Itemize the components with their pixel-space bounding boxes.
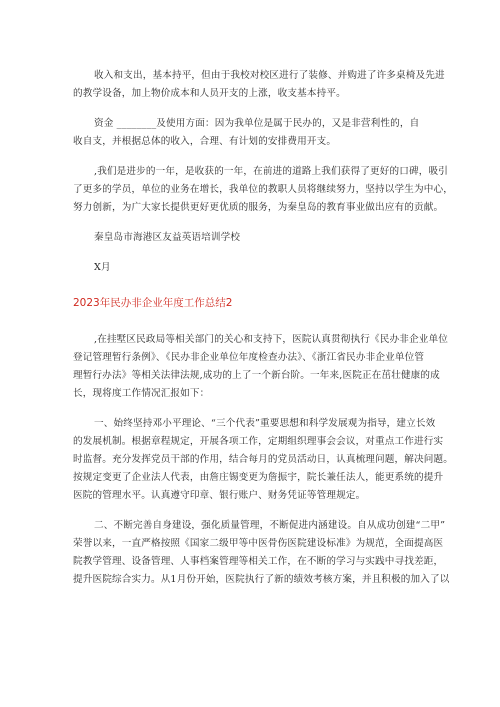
paragraph-1-line-2: 的教学设备，加上物价成本和人员开支的上涨，收支基本持平。 xyxy=(73,88,346,99)
paragraph-5-line-2: 的发展机制。根据章程规定，开展各项工作，定期组织理事会会议，对重点工作进行实 xyxy=(73,436,444,447)
date: X月 xyxy=(94,262,111,273)
paragraph-4-line-1: ,在挂墅区民政局等相关部门的关心和支持下，医院认真贯彻执行《民办非企业单位 xyxy=(94,334,448,345)
paragraph-2-line-2: 收自支，并根据总体的收入，合理、有计划的安排费用开支。 xyxy=(73,136,337,147)
signature: 秦皇岛市海港区友益英语培训学校 xyxy=(94,232,241,243)
paragraph-4-line-4: 长，现将度工作情况汇报如下： xyxy=(73,388,210,399)
paragraph-6-line-1: 二、不断完善自身建设，强化质量管理，不断促进内涵建设。自从成功创建“二甲” xyxy=(94,520,446,531)
paragraph-4-line-2: 登记管理暂行条例》、《民办非企业单位年度检查办法》、《浙江省民办非企业单位管 xyxy=(73,352,425,363)
paragraph-2-line-1: 资金 ________及使用方面：因为我单位是属于民办的，又是非营利性的，自 xyxy=(94,118,420,129)
section-heading: 2023年民办非企业年度工作总结2 xyxy=(73,297,233,309)
paragraph-3-line-3: 努力创新，为广大家长提供更好更优质的服务，为秦皇岛的教育事业做出应有的贡献。 xyxy=(73,202,444,213)
paragraph-5-line-4: 按规定变更了企业法人代表，由詹庄锡变更为詹振宇，院长兼任法人，能更系统的提升 xyxy=(73,472,444,483)
paragraph-1-line-1: 收入和支出，基本持平，但由于我校对校区进行了装修、并购进了许多桌椅及先进 xyxy=(94,70,445,81)
paragraph-3-line-1: ,我们是进步的一年，是收获的一年，在前进的道路上我们获得了更好的口碑，吸引 xyxy=(94,166,448,177)
paragraph-6-line-2: 荣誉以来，一直严格按照《国家二级甲等中医骨伤医院建设标准》为规范，全面提高医 xyxy=(73,538,444,549)
paragraph-3-line-2: 了更多的学员，单位的业务在增长，我单位的教职人员将继续努力，坚持以学生为中心， xyxy=(73,184,454,195)
paragraph-5-line-3: 时监督。充分发挥党员干部的作用，结合每月的党员活动日，认真梳理问题，解决问题。 xyxy=(73,454,454,465)
paragraph-5-line-1: 一、始终坚持邓小平理论、“三个代表”重要思想和科学发展观为指导，建立长效 xyxy=(94,418,436,429)
paragraph-5-line-5: 医院的管理水平。认真遵守印章、银行账户、财务凭证等管理规定。 xyxy=(73,490,366,501)
paragraph-6-line-4: 提升医院综合实力。从1月份开始，医院执行了新的绩效考核方案，并且积极的加入了以 xyxy=(73,574,450,585)
paragraph-4-line-3: 理暂行办法》等相关法律法规,成功的上了一个新台阶。一年来,医院正在茁壮健康的成 xyxy=(73,370,440,381)
paragraph-6-line-3: 院教学管理、设备管理、人事档案管理等相关工作，在不断的学习与实践中寻找差距， xyxy=(73,556,444,567)
